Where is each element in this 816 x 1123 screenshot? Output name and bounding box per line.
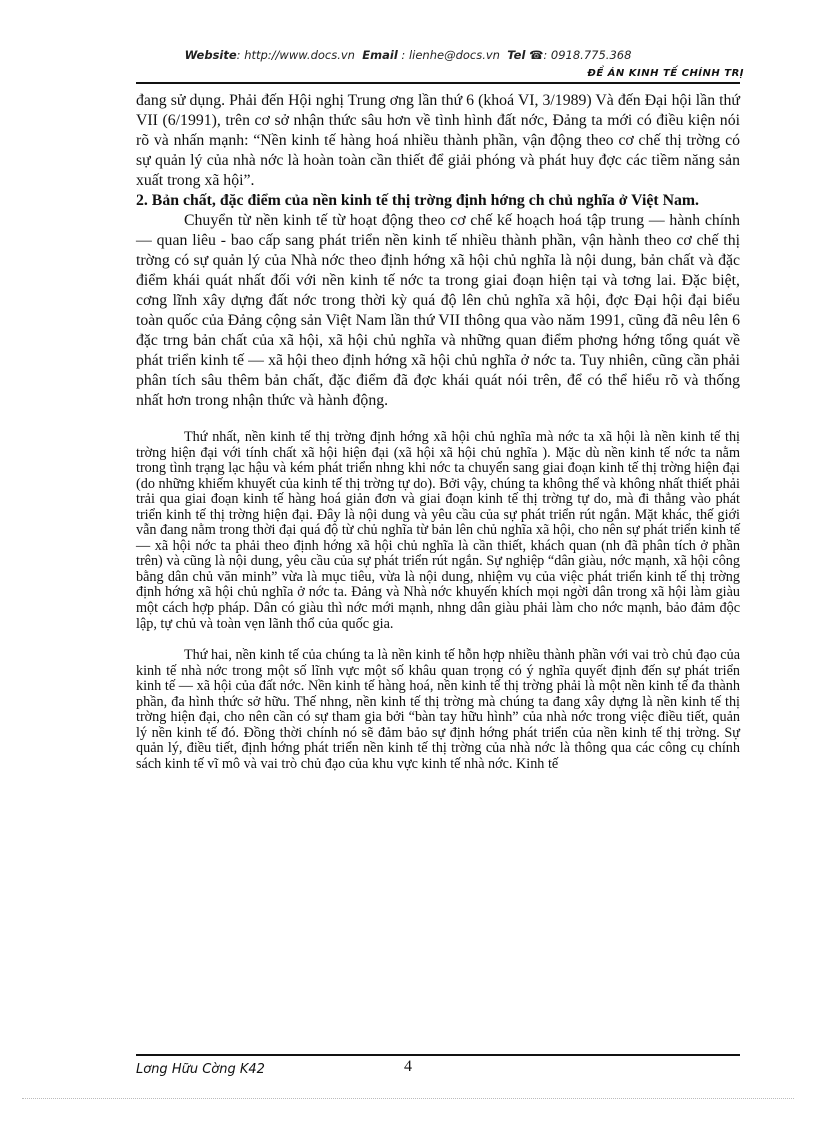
section-heading: 2. Bản chất, đặc điểm của nền kinh tế thị trờng định hớng ch chủ nghĩa ở Việt Nam. xyxy=(136,192,699,209)
body-paragraph: Thứ hai, nền kinh tế của chúng ta là nền kinh tế hỗn hợp nhiều thành phần với vai trò chủ đạo của kinh tế nhà nớc trong một số lĩnh vực một số khâu quan trọng có ý nghĩa quyết định đến sự phát triển kinh tế — xã hội của đất nớc. Nền kinh tế hàng hoá, nền kinh tế thị trờng phải là một nền kinh tế đa thành phần, đa hình thức sở hữu. Thế nhng, nền kinh tế thị trờng mà chúng ta đang xây dựng là nền kinh tế thị trờng hiện đại, cho nên cần có sự tham gia bởi “bàn tay hữu hình” của nhà nớc trong việc điều tiết, quản lý nền kinh tế đó. Đồng thời chính nó sẽ đảm bảo sự định hớng phát triển của nền kinh tế thị trờng. Sự quản lý, điều tiết, định hớng phát triển nền kinh tế thị trờng của nhà nớc là thông qua các công cụ chính sách kinh tế vĩ mô và vai trò chủ đạo của khu vực kinh tế nhà nớc. Kinh tế xyxy=(136,647,740,772)
document-body xyxy=(136,91,740,772)
email-value: : lienhe@docs.vn xyxy=(401,48,500,62)
website-label: Website xyxy=(184,48,237,62)
intro-paragraph: đang sử dụng. Phải đến Hội nghị Trung ơng lần thứ 6 (khoá VI, 3/1989) Và đến Đại hội lần thứ VII (6/1991), trên cơ sở nhận thức sâu hơn về tình hình đất nớc, Đảng ta mới có điều kiện nói rõ và nhấn mạnh: “Nền kinh tế hàng hoá nhiều thành phần, vận động theo cơ chế thị trờng có sự quản lý của nhà nớc là hoàn toàn cần thiết để giải phóng và phát huy đợc các tiềm năng sản xuất trong xã hội”. xyxy=(136,92,740,189)
page-bottom-divider xyxy=(22,1098,794,1099)
footer-rule xyxy=(136,1054,740,1056)
phone-icon: ☎ xyxy=(529,48,544,62)
footer-author: Lơng Hữu Cờng K42 xyxy=(136,1062,265,1077)
body-paragraph: Thứ nhất, nền kinh tế thị trờng định hớng xã hội chủ nghĩa mà nớc ta xã hội là nền kinh tế thị trờng hiện đại với tính chất xã hội hiện đại (xã hội xã hội chủ nghĩa ). Mặc dù nền kinh tế nớc ta nằm trong tình trạng lạc hậu và kém phát triển nhng khi nớc ta chuyển sang giai đoạn kinh tế thị trờng hiện đại (do những khiếm khuyết của kinh tế thị trờng tự do). Bởi vậy, chúng ta không thể và không nhất thiết phải trải qua giai đoạn kinh tế hàng hoá giản đơn và giai đoạn kinh tế thị trờng tự do, mà đi thẳng vào phát triển kinh tế thị trờng hiện đại. Đây là nội dung và yêu cầu của sự phát triển rút ngắn. Mặt khác, thế giới vẫn đang nằm trong thời đại quá độ từ chủ nghĩa từ bản lên chủ nghĩa xã hội, cho nên sự phát triển kinh tế — xã hội nớc ta phải theo định hớng xã hội chủ nghĩa là cần thiết, khách quan (nh đã phân tích ở phần trên) và cũng là nội dung, yêu cầu của sự phát triển rút ngắn. Sự nghiệp “dân giàu, nớc mạnh, xã hội công bằng dân chủ văn minh” vừa là mục tiêu, vừa là nội dung, nhiệm vụ của việc phát triển kinh tế thị trờng định hớng xã hội chủ nghĩa ở nớc ta. Đảng và Nhà nớc khuyến khích mọi ngời dân trong xã hội làm giàu một cách hợp pháp. Dân có giàu thì nớc mới mạnh, nhng dân giàu phải làm cho nớc mạnh, bảo đảm độc lập, tự chủ và toàn vẹn lãnh thổ của quốc gia. xyxy=(136,429,740,632)
header-contact-line xyxy=(0,48,816,62)
header-document-title: ĐỀ ÁN KINH TẾ CHÍNH TRỊ xyxy=(587,68,744,79)
header-rule xyxy=(136,82,740,84)
tel-label: Tel xyxy=(507,48,526,62)
body-paragraph: Chuyển từ nền kinh tế từ hoạt động theo cơ chế kế hoạch hoá tập trung — hành chính — quan liêu - bao cấp sang phát triển nền kinh tế nhiều thành phần, vận hành theo cơ chế thị trờng có sự quản lý của Nhà nớc theo định hớng xã hội chủ nghĩa là nội dung, bản chất và đặc điểm khái quát nhất đối với nền kinh tế nớc ta trong giai đoạn hiện tại và tơng lai. Đặc biệt, cơng lĩnh xây dựng đất nớc trong thời kỳ quá độ lên chủ nghĩa xã hội, đợc Đại hội đại biểu toàn quốc của Đảng cộng sản Việt Nam lần thứ VII thông qua vào năm 1991, cũng đã nêu lên 6 đặc trng bản chất của xã hội, xã hội chủ nghĩa và những quan điểm phơng hớng tổng quát về phát triển kinh tế — xã hội theo định hớng xã hội chủ nghĩa ở nớc ta. Tuy nhiên, cũng cần phải phân tích sâu thêm bản chất, đặc điểm đã đợc khái quát nói trên, để có thể hiểu rõ và thống nhất hơn trong nhận thức và hành động. xyxy=(136,212,740,409)
email-label: Email xyxy=(362,48,398,62)
tel-value: : 0918.775.368 xyxy=(543,48,632,62)
website-value: : http://www.docs.vn xyxy=(236,48,355,62)
page-number: 4 xyxy=(404,1058,412,1075)
